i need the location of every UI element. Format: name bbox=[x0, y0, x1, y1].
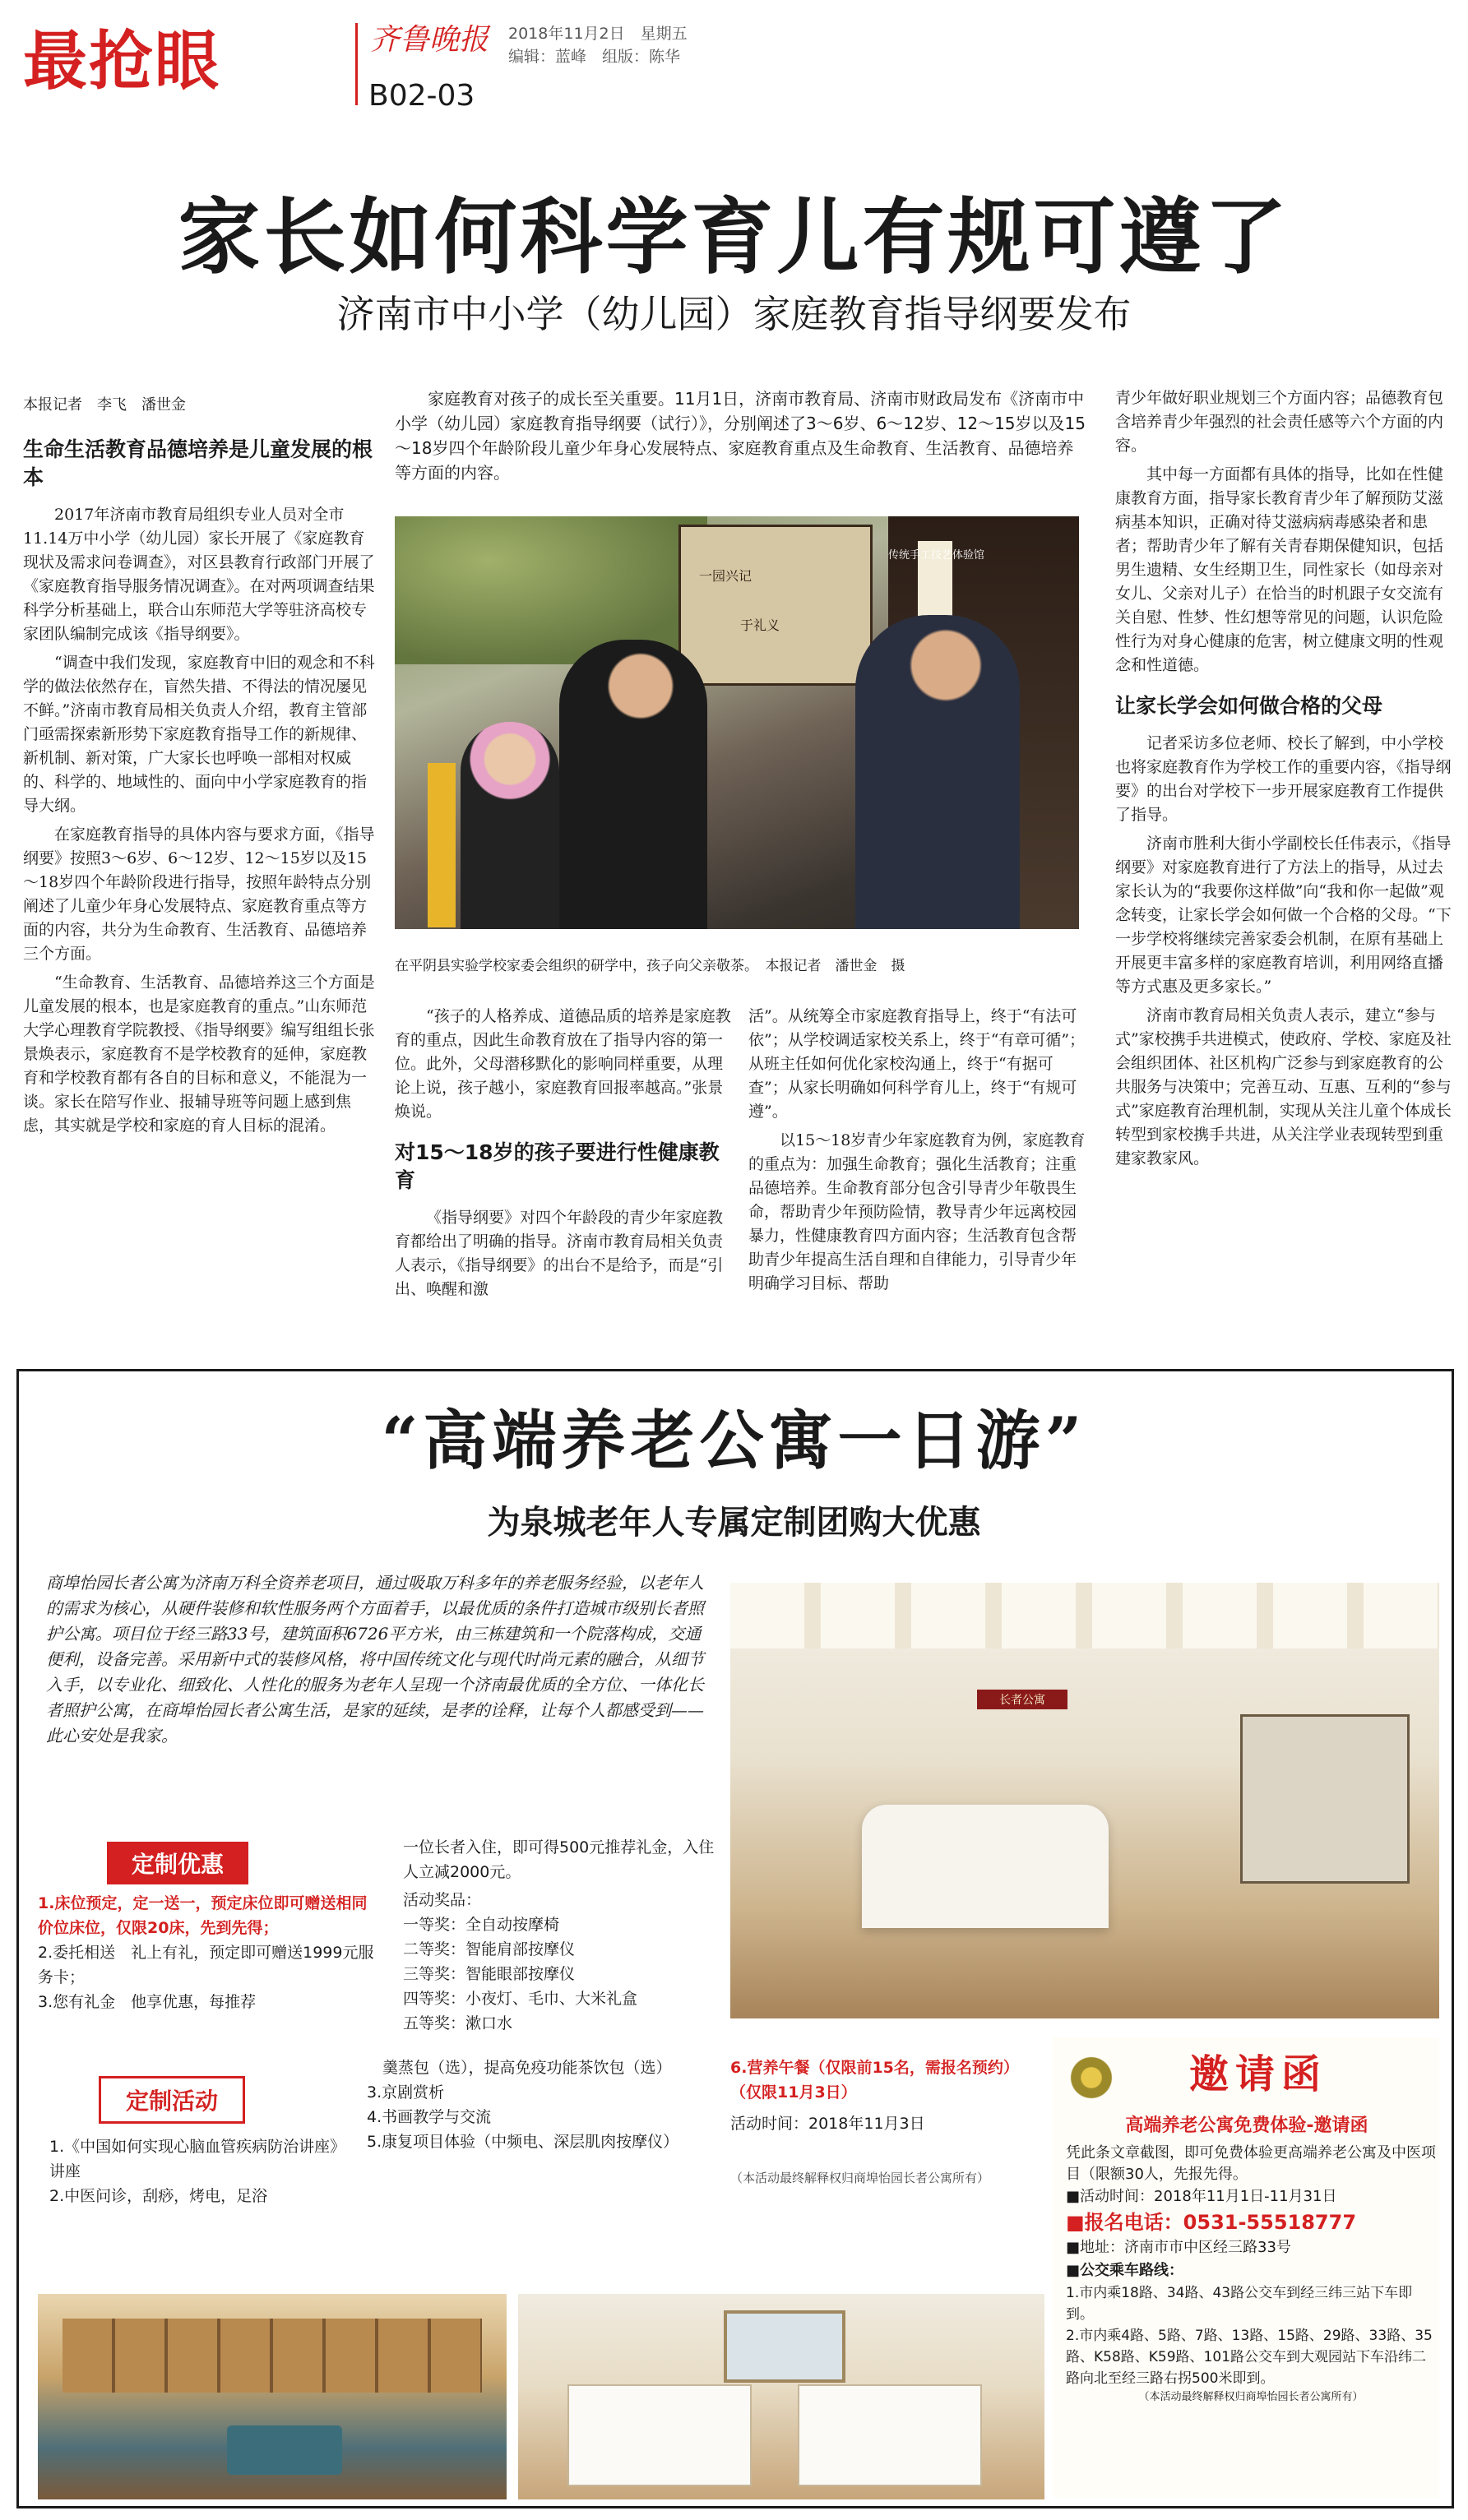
event-list-left bbox=[49, 2134, 354, 2208]
bus-route: 2.市内乘4路、5路、7路、13路、15路、29路、33路、35路、K58路、K59路、101路公交车到大观园站下车沿纬二路向北至经三路右拐500米即到。 bbox=[1066, 2328, 1433, 2387]
event-time: 活动时间：2018年11月3日 bbox=[730, 2115, 925, 2133]
article-column-3 bbox=[748, 1005, 1086, 1301]
paragraph: 《指导纲要》对四个年龄段的青少年家庭教育都给出了明确的指导。济南市教育局相关负责人表示，《指导纲要》的出台不是给予，而是“引出、唤醒和激 bbox=[395, 1209, 724, 1298]
offer-list bbox=[38, 1891, 375, 2014]
headline: 家长如何科学育儿有规可遵了 bbox=[178, 189, 1290, 285]
paragraph: 在家庭教育指导的具体内容与要求方面，《指导纲要》按照3～6岁、6～12岁、12～15岁以及15～18岁四个年龄阶段进行指导，按照年龄特点分别阐述了儿童少年身心发展特点、家庭教育重点等方面的内容，共分为生命教育、生活教育、品德培养三个方面。 bbox=[23, 825, 375, 963]
bed bbox=[798, 2384, 982, 2486]
reception-desk bbox=[862, 1805, 1109, 1928]
photo-caption: 在平阴县实验学校家委会组织的研学中，孩子向父亲敬茶。 本报记者 潘世金 摄 bbox=[395, 958, 905, 974]
offer-tag-label: 定制优惠 bbox=[107, 1842, 248, 1884]
lobby-photo bbox=[730, 1583, 1439, 2018]
subheadline: 济南市中小学（幼儿园）家庭教育指导纲要发布 bbox=[336, 292, 1132, 336]
prize-title: 活动奖品： bbox=[403, 1891, 482, 1909]
paragraph: 记者采访多位老师、校长了解到，中小学校也将家庭教育作为学校工作的重要内容，《指导纲要》的出台对学校下一步开展家庭教育工作提供了指导。 bbox=[1115, 734, 1452, 824]
invitation-phone: ■报名电话：0531-55518777 bbox=[1066, 2211, 1357, 2234]
banner-text: 传统手工技艺体验馆 bbox=[888, 549, 985, 562]
issue-date: 2018年11月2日 星期五 bbox=[508, 25, 688, 43]
event-item: 5.康复项目体验（中频电、深层肌肉按摩仪） bbox=[367, 2133, 679, 2151]
byline: 本报记者 李飞 潘世金 bbox=[23, 396, 186, 414]
page-number: B02-03 bbox=[368, 79, 475, 113]
event-list-mid bbox=[367, 2055, 696, 2154]
invitation-subtitle: 高端养老公寓免费体验-邀请函 bbox=[1125, 2115, 1368, 2136]
library-photo bbox=[38, 2294, 507, 2499]
ceiling-lights bbox=[730, 1583, 1439, 1648]
flower-decoration bbox=[1056, 2042, 1127, 2113]
prize-item: 一等奖：全自动按摩椅 bbox=[403, 1916, 560, 1934]
article-column-1 bbox=[23, 393, 375, 1143]
wall-sign-text: 长者公寓 bbox=[999, 1694, 1045, 1707]
bed bbox=[567, 2384, 752, 2486]
father-figure bbox=[559, 640, 707, 929]
paragraph: 活”。从统筹全市家庭教育指导上，终于“有法可依”；从学校调适家校关系上，终于“有章可循”；从班主任如何优化家校沟通上，终于“有据可查”；从家长明确如何科学育儿上，终于“有规可遵”。 bbox=[748, 1007, 1086, 1121]
bus-route: 1.市内乘18路、34路、43路公交车到经三纬三站下车即到。 bbox=[1066, 2285, 1413, 2323]
lead-paragraph: 家庭教育对孩子的成长至关重要。11月1日，济南市教育局、济南市财政局发布《济南市中小学（幼儿园）家庭教育指导纲要（试行）》，分别阐述了3～6岁、6～12岁、12～15岁以及15～18岁四个年龄阶段儿童少年身心发展特点、家庭教育重点及生命教育、生活教育、品德培养等方面的内容。 bbox=[395, 389, 1086, 483]
article-column-4 bbox=[1115, 386, 1452, 1176]
section-heading-2: 对15～18岁的孩子要进行性健康教育 bbox=[395, 1140, 720, 1192]
paragraph: 以15～18岁青少年家庭教育为例，家庭教育的重点为：加强生命教育；强化生活教育；注重品德培养。生命教育部分包含引导青少年敬畏生命，帮助青少年预防险情，教导青少年远离校园暴力，性健康教育四方面内容；生活教育包含帮助青少年提高生活自理和自律能力，引导青少年明确学习目标、帮助 bbox=[748, 1131, 1086, 1292]
prize-list bbox=[403, 1835, 715, 2036]
invitation-title: 邀请函 bbox=[1188, 2051, 1327, 2097]
paragraph: “生命教育、生活教育、品德培养这三个方面是儿童发展的根本，也是家庭教育的重点。”山东师范大学心理教育学院教授、《指导纲要》编写组组长张景焕表示，家庭教育不是学校教育的延伸，家庭教育和学校教育都有各自的目标和意义，不能混为一谈。家长在陪写作业、报辅导班等问题上感到焦虑，其实就是学校和家庭的育人目标的混淆。 bbox=[23, 973, 375, 1135]
offer-item: 一位长者入住，即可得500元推荐礼金，入住人立减2000元。 bbox=[403, 1838, 715, 1881]
offer-item: 2.委托相送 礼上有礼，预定即可赠送1999元服务卡； bbox=[38, 1944, 374, 1986]
event-item: 羹蒸包（选），提高免疫功能茶饮包（选） bbox=[367, 2059, 672, 2077]
bedroom-photo bbox=[518, 2294, 1044, 2499]
event-item: 2.中医问诊，刮痧，烤电，足浴 bbox=[49, 2187, 268, 2205]
event-tag bbox=[99, 2076, 245, 2124]
lead-paragraph-block bbox=[395, 386, 1086, 490]
bookshelf bbox=[63, 2319, 482, 2393]
event-item: 3.京剧赏析 bbox=[367, 2083, 445, 2102]
event-item: 4.书画教学与交流 bbox=[367, 2108, 492, 2126]
invitation-body bbox=[1066, 2143, 1436, 2406]
event-tag-label: 定制活动 bbox=[99, 2076, 245, 2124]
offer-tag bbox=[107, 1842, 248, 1884]
prize-item: 四等奖：小夜灯、毛巾、大米礼盒 bbox=[403, 1990, 638, 2008]
invitation-bus-title: ■公交乘车路线： bbox=[1066, 2262, 1184, 2279]
article-photo bbox=[395, 516, 1079, 929]
invitation-address: ■地址：济南市市中区经三路33号 bbox=[1066, 2239, 1291, 2256]
article-column-2 bbox=[395, 1005, 732, 1306]
invitation-text: 凭此条文章截图，即可免费体验更高端养老公寓及中医项目（限额30人，先报先得。 bbox=[1066, 2144, 1436, 2183]
signboard-text: 于礼义 bbox=[740, 617, 780, 633]
paper-logo: 齐鲁晚报 bbox=[370, 23, 489, 57]
window bbox=[724, 2310, 845, 2383]
paragraph: 其中每一方面都有具体的指导，比如在性健康教育方面，指导家长教育青少年了解预防艾滋病基本知识，正确对待艾滋病病毒感染者和患者；帮助青少年了解有关青春期保健知识，包括男生遗精、女生经期卫生，同性家长（如母亲对女儿、父亲对儿子）在恰当的时机跟子女交流有关自慰、性梦、性幻想等常见的问题，认识危险性行为对身心健康的危害，树立健康文明的性观念和性道德。 bbox=[1115, 465, 1444, 674]
child-sash bbox=[428, 763, 456, 927]
paragraph: 济南市胜利大街小学副校长任伟表示，《指导纲要》对家庭教育进行了方法上的指导，从过去家长认为的“我要你这样做”向“我和你一起做”观念转变，让家长学会如何做一个合格的父母。“下一步学校将继续完善家委会机制，在原有基础上开展更丰富多样的家庭教育培训，利用网络直播等方式惠及更多家长。” bbox=[1115, 835, 1452, 996]
invitation-note: （本活动最终解释权归商埠怡园长者公寓所有） bbox=[1138, 2391, 1364, 2403]
section-heading-3: 让家长学会如何做合格的父母 bbox=[1115, 694, 1383, 718]
game-table bbox=[227, 2425, 342, 2475]
signboard bbox=[678, 525, 873, 686]
paragraph: 2017年济南市教育局组织专业人员对全市11.14万中小学（幼儿园）家长开展了《家庭教育现状及需求问卷调查》，对区县教育行政部门开展了《家庭教育指导服务情况调查》。在对两项调查结果科学分析基础上，联合山东师范大学等驻济高校专家团队编制完成该《指导纲要》。 bbox=[23, 506, 375, 643]
paragraph: 济南市教育局相关负责人表示，建立“参与式”家校携手共进模式，使政府、学校、家庭及社会组织团体、社区机构广泛参与到家庭教育的公共服务与决策中；完善互动、互惠、互利的“参与式”家庭教育治理机制，实现从关注儿童个体成长转型到家校携手共进，从关注学业表现转型到重建家教家风。 bbox=[1115, 1006, 1452, 1168]
prize-item: 五等奖：漱口水 bbox=[403, 2014, 513, 2032]
masthead-divider bbox=[355, 23, 358, 105]
invitation-time: ■活动时间：2018年11月1日-11月31日 bbox=[1066, 2188, 1337, 2205]
ad-subtitle: 为泉城老年人专属定制团购大优惠 bbox=[487, 1504, 981, 1542]
event-item: 1.《中国如何实现心脑血管疾病防治讲座》讲座 bbox=[49, 2138, 346, 2180]
section-heading-1: 生命生活教育品德培养是儿童发展的根本 bbox=[23, 437, 373, 489]
child-figure bbox=[461, 722, 559, 929]
organizer-note: （本活动最终解释权归商埠怡园长者公寓所有） bbox=[730, 2171, 990, 2185]
ad-title: “高端养老公寓一日游” bbox=[381, 1403, 1087, 1478]
offer-item: 1.床位预定，定一送一，预定床位即可赠送相同价位床位，仅限20床，先到先得； bbox=[38, 1894, 368, 1937]
display-panel bbox=[1240, 1714, 1410, 1884]
section-title: 最抢眼 bbox=[23, 25, 221, 99]
paragraph: 青少年做好职业规划三个方面内容；品德教育包含培养青少年强烈的社会责任感等六个方面的内容。 bbox=[1115, 389, 1444, 455]
paragraph: “孩子的人格养成、道德品质的培养是家庭教育的重点，因此生命教育放在了指导内容的第一位。此外，父母潜移默化的影响同样重要，从理论上说，孩子越小，家庭教育回报率越高。”张景焕说。 bbox=[395, 1007, 731, 1121]
signboard-text: 一园兴记 bbox=[699, 568, 753, 584]
editors-line: 编辑：蓝峰 组版：陈华 bbox=[508, 48, 681, 66]
paragraph: “调查中我们发现，家庭教育中旧的观念和不科学的做法依然存在，盲然失措、不得法的情况屡见不鲜。”济南市教育局相关负责人介绍，教育主管部门亟需探索新形势下家庭教育指导工作的新规律、新机制、新对策，广大家长也呼唤一部相对权威的、科学的、地域性的、面向中小学家庭教育的指导大纲。 bbox=[23, 654, 375, 815]
prize-item: 二等奖：智能肩部按摩仪 bbox=[403, 1940, 576, 1958]
man-figure bbox=[855, 615, 1020, 929]
event-item: 6.营养午餐（仅限前15名，需报名预约）（仅限11月3日） bbox=[730, 2059, 1019, 2102]
offer-item: 3.您有礼金 他享优惠，每推荐 bbox=[38, 1993, 257, 2011]
prize-item: 三等奖：智能眼部按摩仪 bbox=[403, 1965, 576, 1983]
ad-intro: 商埠怡园长者公寓为济南万科全资养老项目，通过吸取万科多年的养老服务经验，以老年人的需求为核心，从硬件装修和软性服务两个方面着手，以最优质的条件打造城市级别长者照护公寓。项目位于经三路33号，建筑面积6726平方米，由三栋建筑和一个院落构成，交通便利，设备完善。采用新中式的装修风格，将中国传统文化与现代时尚元素的融合，从细节入手，以专业化、细致化、人性化的服务为老年人呈现一个济南最优质的全方位、一体化长者照护公寓，在商埠怡园长者公寓生活，是家的延续，是孝的诠释，让每个人都感受到——此心安处是我家。 bbox=[46, 1573, 704, 1746]
event-list-right bbox=[730, 2055, 1035, 2190]
